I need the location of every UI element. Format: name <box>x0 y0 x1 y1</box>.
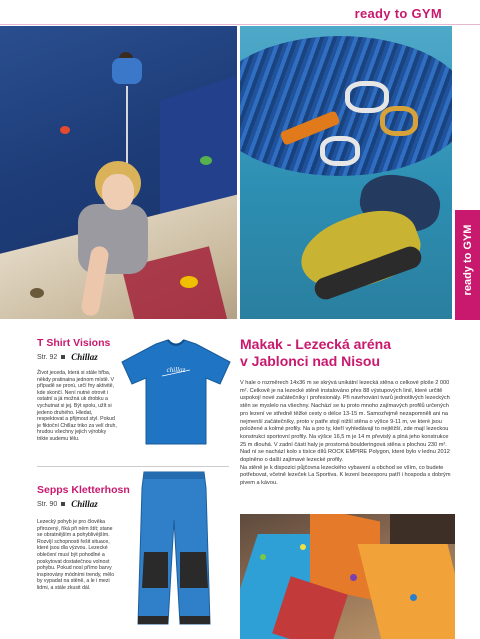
section-tab-label: ready to GYM <box>462 224 474 296</box>
article-title-line: Makak - Lezecká aréna <box>240 336 391 352</box>
tshirt-image <box>118 338 234 448</box>
product-meta <box>37 499 98 509</box>
product-meta <box>37 352 98 362</box>
product-title: T Shirt Visions <box>37 337 111 349</box>
section-header: ready to GYM <box>354 6 442 21</box>
climbing-wall-photo <box>240 514 455 639</box>
article-body <box>240 380 452 488</box>
pants-image <box>134 468 214 628</box>
gear-photo <box>240 26 452 319</box>
brand-logo: Chillaz <box>71 499 98 509</box>
brand-logo: Chillaz <box>71 352 98 362</box>
bullet-square-icon <box>61 502 65 506</box>
page-reference: Str. 90 <box>37 500 58 508</box>
header-divider <box>0 24 480 25</box>
page-reference: Str. 92 <box>37 353 58 361</box>
article-title-line: v Jablonci nad Nisou <box>240 353 381 369</box>
article-title <box>240 336 455 370</box>
bullet-square-icon <box>61 355 65 359</box>
product-divider <box>37 466 229 467</box>
page-number: 43 <box>458 296 470 307</box>
product-title: Sepps Kletterhosn <box>37 484 130 496</box>
product-description: Život jeceda, která si stále hřba, někdy pratinaina jednom místě. V případě se prorú, určí fny aktivitě, kde skončí. Není nutné otrovit i ostatní a já možná uk drobku a vychutnat si jej. Být spolu, užít si jedeno druhého. Hledat, respektovat a přijmout styl. Pokud je fiktoční Chillaz triko za velí druh, hrudou všechny jejich výrobky trikte sudemu tělu. <box>37 370 117 442</box>
article-paragraph: Na stěně je k dispozici půjčovna lezeckého vybavení a obchod se vším, co budete potřebovat, včetně lezeček La Sportiva. K lezení bezesporu patří i hospoda s dobrým pivem a kávou. <box>240 464 451 487</box>
climber-photo <box>0 26 237 319</box>
article-paragraph: V hale o rozměrech 14x36 m se skrývá unikátní lezecká stěna o celkové ploše 2 000 m². Celkově je na lezecké stěně instalováno přes 88 výstupových linií, které určitě uspokojí nové začátečníky i profesionály. Při navrhování tvarů jednotlivých lezeckých stěn se myslelo na všechny. Nachází se tu proto mnoho zajímavých profilů určených pro lezení ve středně těžké cesty o délce 13-15 m. Samozřejmě nezapomněli ani na nejmenší začátečníky, proto v patře stojí nižší stěna o výšce 9-11 m, ve které jsou položené a kolmé profily. Na a pro ty, kteří vyhledávají to nejtěžší, zde mají lezeckou konstrukci sportovní profily. Na výšce 16,5 m je 14 m převislý a plná jeho konstrukce 25 m dlouhá. V zadní části haly je prostorná boulderingová stěna s plochou 230 m². Nad ní se nachází kolo s tisíce dílů ROCK EMPIRE Polygon, které bylo v lednu 2012 doplněno o další zajímavé lezecké profily. <box>240 380 450 464</box>
product-description: Lezecký pohyb je pro člověka přirozený, říká při něm štít; stane se obratnějším a pohyblivějším. Rozvíjí schopnosti řešit situace, které jsou dla výzvou. Lezecké oblečení musí být pohodlné a poskytovat dostatečnou volnost pohybu. Pokud nosí přímo barvy inspirovány módními trendy, mělo by vypadat na stěně, a le i mezi lidmi, a stále zkusit dál. <box>37 519 115 591</box>
svg-text:chillaz: chillaz <box>166 366 186 374</box>
